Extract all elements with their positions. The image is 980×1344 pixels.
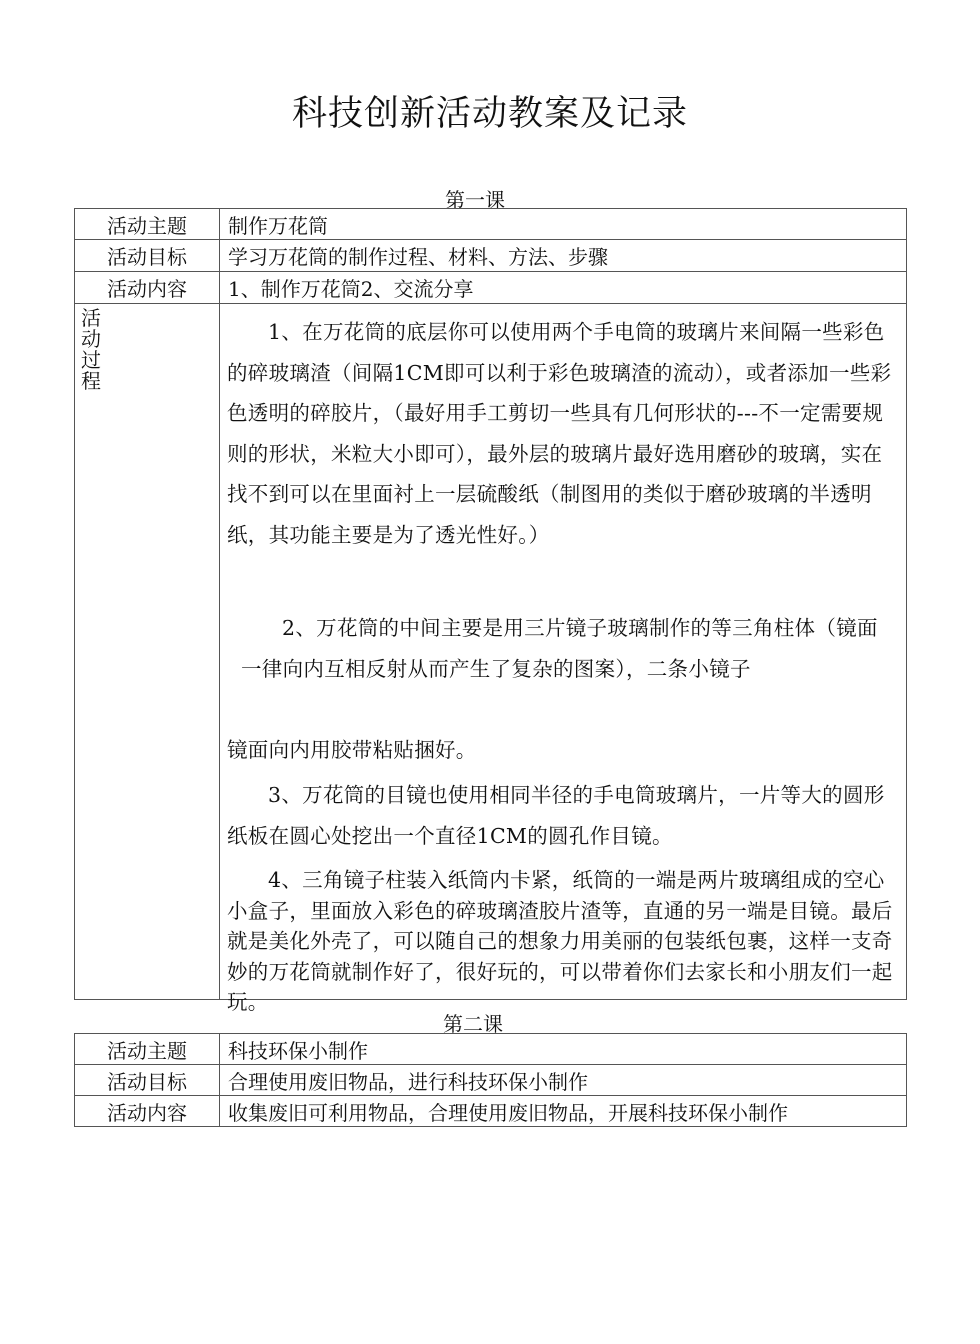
row-value: 学习万花筒的制作过程、材料、方法、步骤 <box>220 240 907 272</box>
table-row <box>75 209 907 240</box>
row-value: 制作万花筒 <box>220 209 907 240</box>
process-step-2-continued: 镜面向内用胶带粘贴捆好。 <box>227 738 477 762</box>
row-label: 活动内容 <box>75 1096 220 1127</box>
process-label-cell <box>75 304 220 1000</box>
table-row <box>75 240 907 272</box>
process-step-4: 4、三角镜子柱装入纸筒内卡紧，纸筒的一端是两片玻璃组成的空心小盒子，里面放入彩色的碎玻璃渣胶片渣等，直通的另一端是目镜。最后就是美化外壳了，可以随自己的想象力用美丽的包装纸包裹，这样一支奇妙的万花筒就制作好了，很好玩的，可以带着你们去家长和小朋友们一起玩。 <box>227 868 893 1014</box>
table-row <box>75 272 907 304</box>
lesson-1-table <box>74 208 907 1014</box>
document-title: 科技创新活动教案及记录 <box>291 94 688 134</box>
process-step-3: 3、万花筒的目镜也使用相同半径的手电筒玻璃片，一片等大的圆形纸板在圆心处挖出一个直径1CM的圆孔作目镜。 <box>227 783 885 848</box>
process-row <box>75 304 907 1000</box>
process-content <box>220 304 907 1014</box>
row-label: 活动目标 <box>75 1065 220 1096</box>
process-step-2: 2、万花筒的中间主要是用三片镜子玻璃制作的等三角柱体（镜面一律向内互相反射从而产生了复杂的图案），二条小镜子 <box>241 616 878 681</box>
lesson-1-label: 第一课 <box>445 188 505 212</box>
process-label: 活动过程 <box>81 306 101 393</box>
row-value: 收集废旧可利用物品，合理使用废旧物品，开展科技环保小制作 <box>220 1096 907 1127</box>
lesson-2-label: 第二课 <box>443 1012 503 1036</box>
lesson-2-table <box>74 1033 907 1127</box>
row-label: 活动主题 <box>75 1034 220 1065</box>
table-row <box>75 1096 907 1127</box>
row-label: 活动主题 <box>75 209 220 240</box>
row-label: 活动内容 <box>75 272 220 304</box>
table-row <box>75 1065 907 1096</box>
row-value: 合理使用废旧物品，进行科技环保小制作 <box>220 1065 907 1096</box>
row-value: 科技环保小制作 <box>220 1034 907 1065</box>
table-row <box>75 1034 907 1065</box>
row-value: 1、制作万花筒2、交流分享 <box>220 272 907 304</box>
row-label: 活动目标 <box>75 240 220 272</box>
process-step-1: 1、在万花筒的底层你可以使用两个手电筒的玻璃片来间隔一些彩色的碎玻璃渣（间隔1CM即可以利于彩色玻璃渣的流动），或者添加一些彩色透明的碎胶片，（最好用手工剪切一些具有几何形状的---不一定需要规则的形状，米粒大小即可），最外层的玻璃片最好选用磨砂的玻璃，实在找不到可以在里面衬上一层硫酸纸（制图用的类似于磨砂玻璃的半透明纸，其功能主要是为了透光性好。） <box>227 320 892 547</box>
